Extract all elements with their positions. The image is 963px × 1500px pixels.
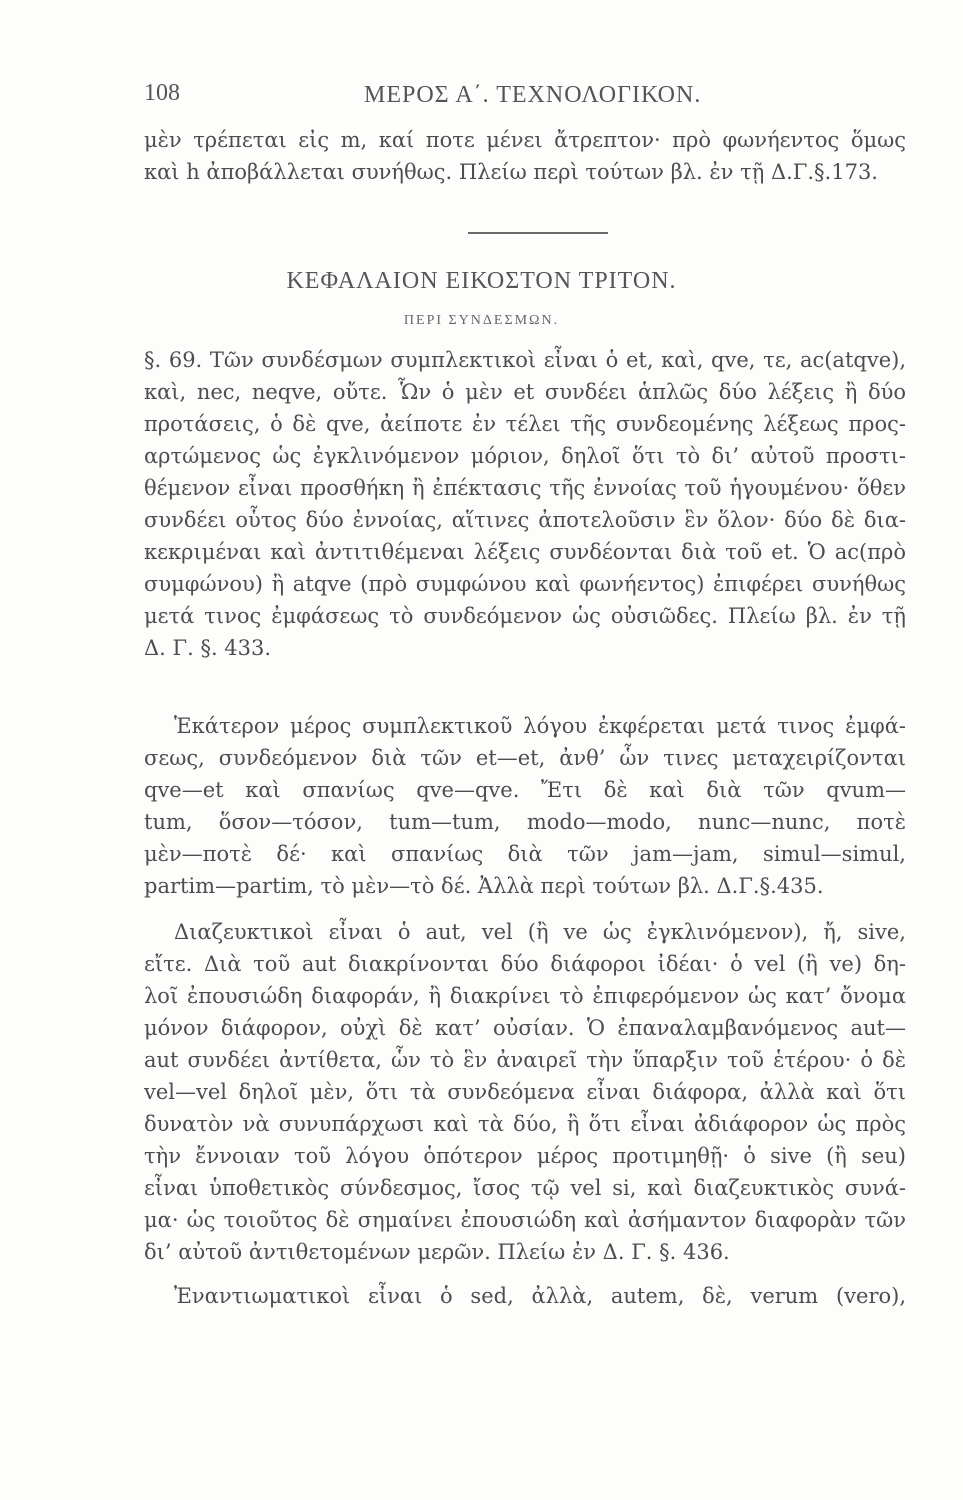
text-line: δυνατὸν νὰ συνυπάρχωσι καὶ τὰ δύο, ἢ ὅτι εἶναι ἀδιάφορον ὡς πρὸς (144, 1112, 906, 1136)
text-line: θέμενον εἶναι προσθήκη ἢ ἐπέκτασις τῆς ἐννοίας τοῦ ἡγουμένου· ὅθεν (144, 476, 906, 500)
text-line: Δ. Γ. §. 433. (144, 636, 272, 660)
running-head (144, 80, 893, 120)
text-line: Ἐναντιωματικοὶ εἶναι ὁ sed, ἀλλὰ, autem, δὲ, verum (vero), (174, 1284, 906, 1308)
text-line: καὶ, nec, neqve, οὔτε. Ὧν ὁ μὲν et συνδέει ἁπλῶς δύο λέξεις ἢ δύο (144, 380, 906, 404)
text-line: εἶναι ὑποθετικὸς σύνδεσμος, ἴσος τῷ vel si, καὶ διαζευκτικὸς συνά- (144, 1176, 906, 1200)
text-line: qve—et καὶ σπανίως qve—qve. Ἔτι δὲ καὶ διὰ τῶν qvum— (144, 778, 906, 802)
text-line: εἴτε. Διὰ τοῦ aut διακρίνονται δύο διάφοροι ἰδέαι· ὁ vel (ἢ ve) δη- (144, 952, 906, 976)
text-line: προτάσεις, ὁ δὲ qve, ἀείποτε ἐν τέλει τῆς συνδεομένης λέξεως προς- (144, 412, 906, 436)
running-title: ΜΕΡΟΣ Α΄. ΤΕΧΝΟΛΟΓΙΚΟΝ. (364, 82, 702, 108)
text-line: μα· ὡς τοιοῦτος δὲ σημαίνει ἐπουσιώδη καὶ ἀσήμαντον διαφορὰν τῶν (144, 1208, 906, 1232)
text-line: aut συνδέει ἀντίθετα, ὧν τὸ ἓν ἀναιρεῖ τὴν ὕπαρξιν τοῦ ἑτέρου· ὁ δὲ (144, 1048, 906, 1072)
text-line: αρτώμενος ὡς ἐγκλινόμενον μόριον, δηλοῖ ὅτι τὸ δι’ αὐτοῦ προστι- (144, 444, 906, 468)
text-line: σεως, συνδεόμενον διὰ τῶν et—et, ἀνθ’ ὧν τινες μεταχειρίζονται (144, 746, 906, 770)
paragraph-ekateron (144, 710, 906, 902)
paragraph-enantiomatikoi (144, 1280, 906, 1312)
text-line: κεκριμέναι καὶ ἀντιτιθέμεναι λέξεις συνδέονται διὰ τοῦ et. Ὁ ac(πρὸ (144, 540, 906, 564)
text-line: vel—vel δηλοῖ μὲν, ὅτι τὰ συνδεόμενα εἶναι διάφορα, ἀλλὰ καὶ ὅτι (144, 1080, 906, 1104)
text-line: μὲν—ποτὲ δέ· καὶ σπανίως διὰ τῶν jam—jam, simul—simul, (144, 842, 906, 866)
text-line: λοῖ ἐπουσιώδη διαφοράν, ἢ διακρίνει τὸ ἐπιφερόμενον ὡς κατ’ ὄνομα (144, 984, 906, 1008)
intro-paragraph (144, 124, 906, 188)
text-line: tum, ὅσον—τόσον, tum—tum, modo—modo, nunc—nunc, ποτὲ (144, 810, 906, 834)
chapter-subtitle: ΠΕΡΙ ΣΥΝΔΕΣΜΩΝ. (403, 313, 560, 328)
chapter-title: ΚΕΦΑΛΑΙΟΝ ΕΙΚΟΣΤΟΝ ΤΡΙΤΟΝ. (286, 268, 677, 294)
text-line: καὶ h ἀποβάλλεται συνήθως. Πλείω περὶ τούτων βλ. ἐν τῇ Δ.Γ.§.173. (144, 160, 878, 184)
text-line: §. 69. Τῶν συνδέσμων συμπλεκτικοὶ εἶναι ὁ et, καὶ, qve, τε, ac(atqve), (144, 348, 906, 372)
text-line: συμφώνου) ἢ atqve (πρὸ συμφώνου καὶ φωνήεντος) ἐπιφέρει συνήθως (144, 572, 906, 596)
text-line: συνδέει οὗτος δύο ἐννοίας, αἵτινες ἀποτελοῦσιν ἓν ὅλον· δύο δὲ δια- (144, 508, 906, 532)
section-69-paragraph (144, 344, 906, 664)
divider-rule (468, 232, 608, 234)
text-line: μὲν τρέπεται εἰς m, καί ποτε μένει ἄτρεπτον· πρὸ φωνήεντος ὅμως (144, 128, 906, 152)
text-line: Διαζευκτικοὶ εἶναι ὁ aut, vel (ἢ ve ὡς ἐγκλινόμενον), ἤ, sive, (174, 920, 906, 944)
text-line: τὴν ἔννοιαν τοῦ λόγου ὁπότερον μέρος προτιμηθῇ· ὁ sive (ἢ seu) (144, 1144, 906, 1168)
paragraph-diazeuktikoi (144, 916, 906, 1268)
text-line: μετά τινος ἐμφάσεως τὸ συνδεόμενον ὡς οὐσιῶδες. Πλείω βλ. ἐν τῇ (144, 604, 906, 628)
page-number: 108 (144, 80, 180, 106)
text-line: μόνον διάφορον, οὐχὶ δὲ κατ’ οὐσίαν. Ὁ ἐπαναλαμβανόμενος aut— (144, 1016, 906, 1040)
text-line: Ἑκάτερον μέρος συμπλεκτικοῦ λόγου ἐκφέρεται μετά τινος ἐμφά- (174, 714, 906, 738)
text-line: δι’ αὐτοῦ ἀντιθετομένων μερῶν. Πλείω ἐν Δ. Γ. §. 436. (144, 1240, 730, 1264)
text-line: partim—partim, τὸ μὲν—τὸ δέ. Ἀλλὰ περὶ τούτων βλ. Δ.Γ.§.435. (144, 874, 824, 898)
